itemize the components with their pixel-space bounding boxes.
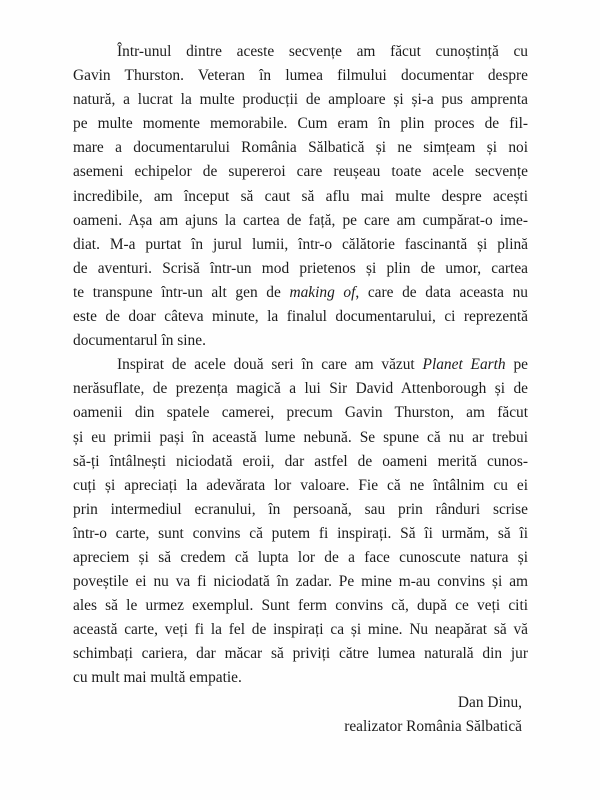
text-segment: această carte, veți fi la fel de inspirați ca și mine. Nu neapărat să vă (73, 621, 528, 639)
text-line (73, 329, 528, 353)
text-line (73, 233, 528, 257)
text-line (73, 185, 528, 209)
text-line (73, 64, 528, 88)
text-line (73, 136, 528, 160)
italic-title: Planet Earth (422, 356, 506, 374)
text-line (73, 474, 528, 498)
text-segment: cu mult mai multă empatie. (73, 669, 242, 687)
text-segment: și eu primii pași în această lume nebună. Se spune că nu ar trebui (73, 428, 528, 446)
text-segment: mare a documentarului România Sălbatică și ne simțeam și noi (73, 139, 528, 157)
text-line (73, 618, 528, 642)
text-line (73, 642, 528, 666)
foreword-text (73, 40, 528, 739)
text-segment: incredibile, am început să caut să aflu mai multe despre acești (73, 187, 528, 205)
text-segment: nerăsuflate, de prezența magică a lui Sir David Attenborough și de (73, 380, 528, 398)
signature-name: Dan Dinu, (457, 693, 522, 711)
text-line (73, 594, 528, 618)
text-segment: pe (505, 356, 528, 374)
text-segment: ales să le urmez exemplul. Sunt ferm convins că, după ce veți citi (73, 597, 528, 615)
text-line (73, 40, 528, 64)
text-segment: de aventuri. Scrisă într-un mod prietenos și plin de umor, cartea (73, 259, 528, 277)
text-segment: este de doar câteva minute, la finalul documentarului, ci reprezentă (73, 308, 528, 326)
paragraph-2 (73, 353, 528, 690)
text-line (73, 88, 528, 112)
text-segment: prin intermediul ecranului, în persoană, sau prin rânduri scrise (73, 500, 528, 518)
text-line (73, 401, 528, 425)
text-line (73, 305, 528, 329)
text-line (73, 426, 528, 450)
text-segment: Inspirat de acele două seri în care am văzut (117, 356, 423, 374)
text-segment: cuți și apreciați la adevărata lor valoare. Fie că ne întâlnim cu ei (73, 476, 528, 494)
italic-title: making of (289, 283, 356, 301)
text-line (73, 450, 528, 474)
paragraph-1 (73, 40, 528, 353)
text-line (73, 546, 528, 570)
text-segment: documentarul în sine. (73, 332, 206, 350)
text-line (73, 209, 528, 233)
text-line (73, 570, 528, 594)
text-segment: Gavin Thurston. Veteran în lumea filmului documentar despre (73, 67, 528, 85)
text-segment: natură, a lucrat la multe producții de amploare și și-a pus amprenta (73, 91, 528, 109)
text-segment: , care de data aceasta nu (355, 283, 528, 301)
text-line (73, 160, 528, 184)
text-segment: oamenii din spatele camerei, precum Gavin Thurston, am făcut (73, 404, 528, 422)
text-line (73, 522, 528, 546)
text-line (73, 353, 528, 377)
text-segment: oameni. Așa am ajuns la cartea de față, pe care am cumpărat-o ime- (73, 211, 528, 229)
text-line (73, 112, 528, 136)
text-segment: să-ți întâlnești niciodată eroii, dar astfel de oameni merită cunos- (73, 452, 528, 470)
text-line (73, 377, 528, 401)
text-segment: într-o carte, sunt convins că putem fi inspirați. Să îi urmăm, să îi (73, 524, 528, 542)
text-line (73, 498, 528, 522)
text-segment: pe multe momente memorabile. Cum eram în plin proces de fil- (73, 115, 528, 133)
text-segment: te transpune într-un alt gen de (73, 283, 290, 301)
text-segment: schimbați cariera, dar măcar să priviți către lumea naturală din jur (73, 645, 528, 663)
text-line (73, 666, 528, 690)
text-segment: diat. M-a purtat în jurul lumii, într-o călătorie fascinantă și plină (73, 235, 528, 253)
text-segment: poveștile ei nu va fi niciodată în zadar. Pe mine m-au convins și am (73, 573, 528, 591)
text-segment: asemeni echipelor de supereroi care reușeau toate acele secvențe (73, 163, 528, 181)
text-segment: Într-unul dintre aceste secvențe am făcut cunoștință cu (117, 43, 528, 60)
text-segment: apreciem și să credem că lupta lor de a face cunoscute natura și (73, 548, 528, 566)
signature-role: realizator România Sălbatică (344, 717, 522, 735)
text-line (73, 257, 528, 281)
signature-block (73, 691, 528, 739)
text-line (73, 281, 528, 305)
